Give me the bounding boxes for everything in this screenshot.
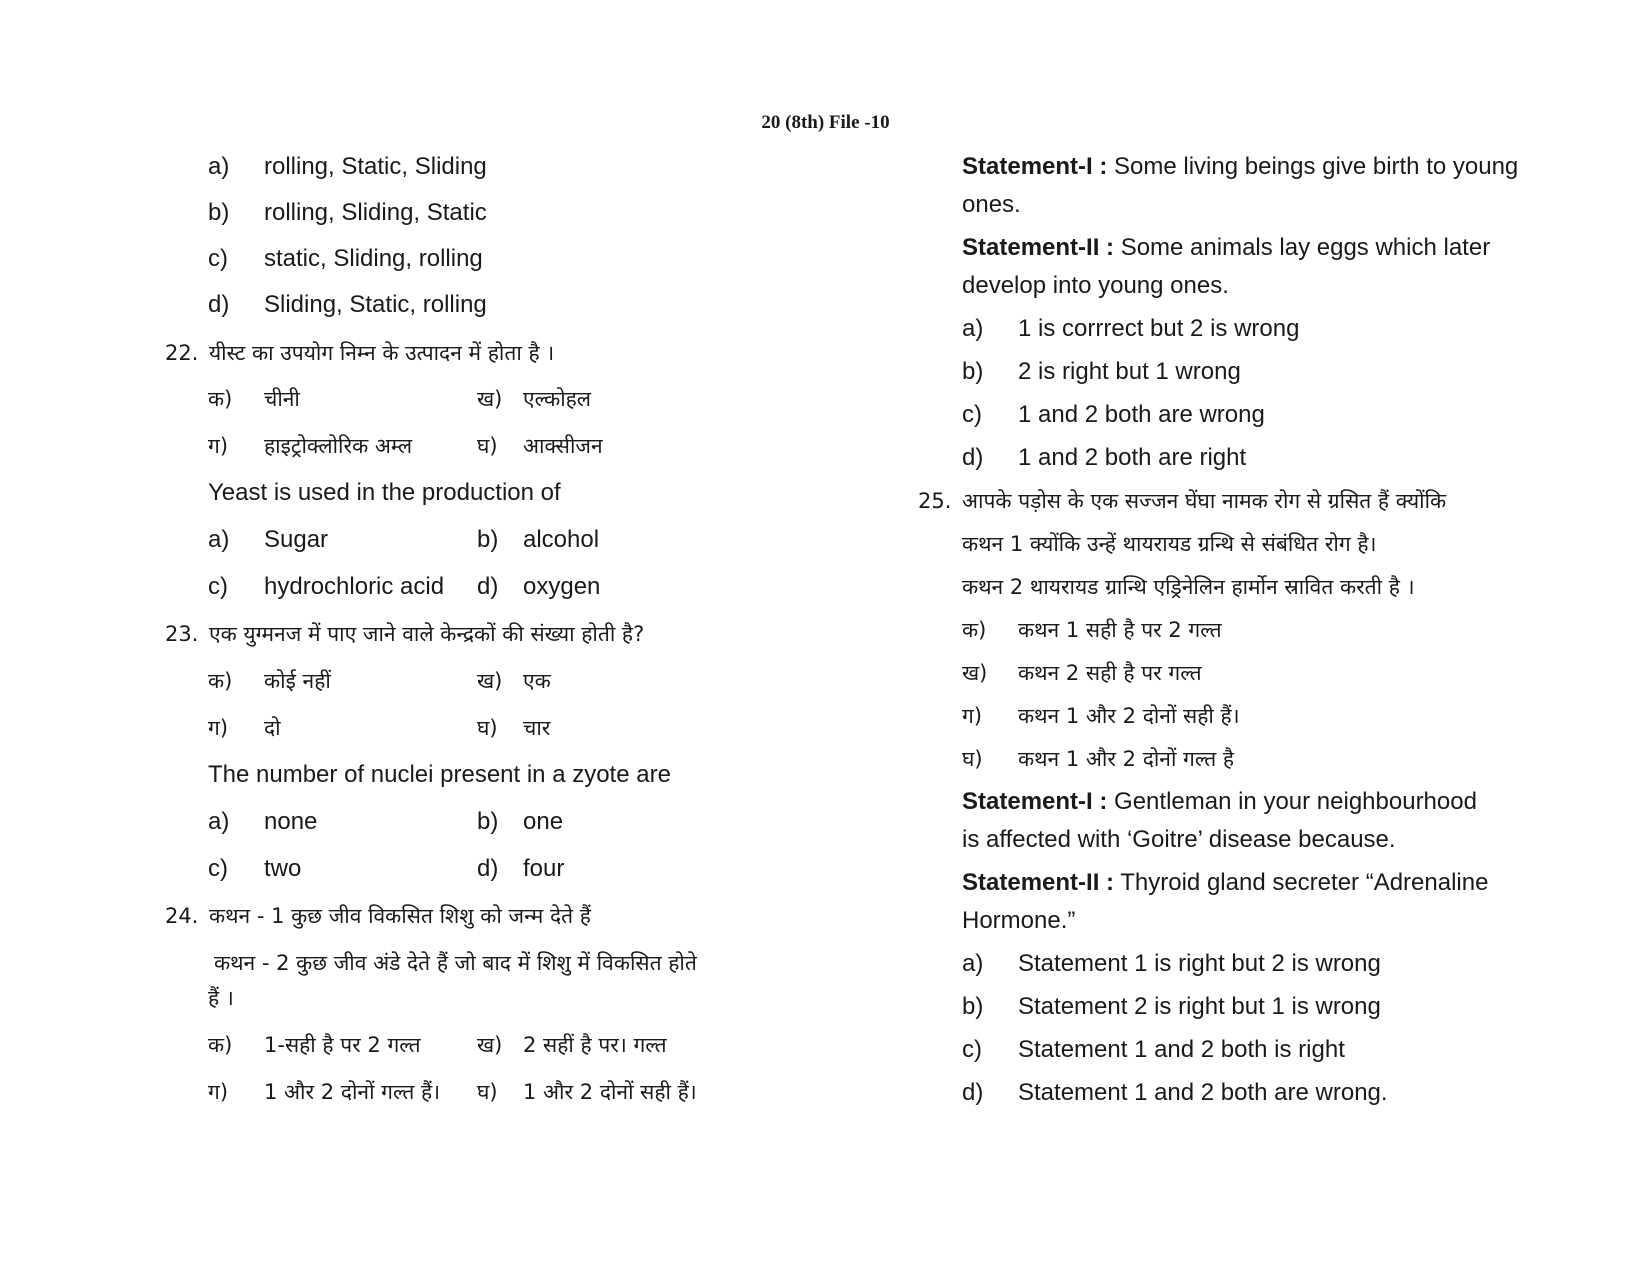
q21-option-d: d) Sliding, Static, rolling <box>208 291 487 318</box>
q25-option-b: b) Statement 2 is right but 1 is wrong <box>962 993 1381 1020</box>
q25-hindi-option-ga: ग) कथन 1 और 2 दोनों सही हैं। <box>962 704 1240 728</box>
q22-option-d: d) oxygen <box>477 573 601 600</box>
q25-option-a: a) Statement 1 is right but 2 is wrong <box>962 950 1381 977</box>
q23-hindi-option-kha: ख) एक <box>477 669 551 693</box>
q24-hindi-option-kha: ख) 2 सहीं है पर। गल्त <box>477 1033 667 1057</box>
q24-option-a: a) 1 is corrrect but 2 is wrong <box>962 315 1300 342</box>
q22-hindi-option-gha: घ) आक्सीजन <box>477 434 603 458</box>
q24-hindi-statement-2: कथन - 2 कुछ जीव अंडे देते हैं जो बाद में शिशु में विकसित होते <box>214 951 697 975</box>
q25-hindi-question: 25. आपके पड़ोस के एक सज्जन घेंघा नामक रोग से ग्रसित हैं क्योंकि <box>918 489 1447 513</box>
q25-hindi-statement-2: कथन 2 थायरायड ग्रान्थि एड्रिनेलिन हार्मोन स्रावित करती है । <box>962 575 1415 599</box>
q24-hindi-option-ka: क) 1-सही है पर 2 गल्त <box>208 1033 421 1057</box>
q24-hindi-option-gha: घ) 1 और 2 दोनों सही हैं। <box>477 1080 697 1104</box>
page-header: 20 (8th) File -10 <box>761 112 890 133</box>
q22-hindi-option-ga: ग) हाइट्रोक्लोरिक अम्ल <box>208 434 413 458</box>
q21-option-c: c) static, Sliding, rolling <box>208 245 483 272</box>
q24-hindi-statement-1: 24. कथन - 1 कुछ जीव विकसित शिशु को जन्म देते हैं <box>165 904 591 928</box>
q22-option-a: a) Sugar <box>208 526 329 553</box>
q24-option-c: c) 1 and 2 both are wrong <box>962 401 1265 428</box>
q24-option-d: d) 1 and 2 both are right <box>962 444 1247 471</box>
q25-statement-2: Statement-II : Thyroid gland secreter “Adrenaline <box>962 869 1489 896</box>
q21-option-a: a) rolling, Static, Sliding <box>208 153 487 180</box>
q24-hindi-statement-2-cont: हैं । <box>208 986 234 1010</box>
q22-hindi-option-kha: ख) एल्कोहल <box>477 387 592 411</box>
q25-statement-1-cont: is affected with ‘Goitre’ disease because. <box>962 826 1396 853</box>
q24-option-b: b) 2 is right but 1 wrong <box>962 358 1241 385</box>
q25-statement-2-cont: Hormone.” <box>962 907 1076 934</box>
q25-hindi-statement-1: कथन 1 क्योंकि उन्हें थायरायड ग्रन्थि से संबंधित रोग है। <box>962 532 1377 556</box>
q25-option-d: d) Statement 1 and 2 both are wrong. <box>962 1079 1388 1106</box>
q23-hindi-option-ka: क) कोई नहीं <box>208 669 331 693</box>
q23-option-b: b) one <box>477 808 564 835</box>
q22-hindi-option-ka: क) चीनी <box>208 387 300 411</box>
q22-option-c: c) hydrochloric acid <box>208 573 445 600</box>
q24-hindi-option-ga: ग) 1 और 2 दोनों गल्त हैं। <box>208 1080 441 1104</box>
q24-statement-2-cont: develop into young ones. <box>962 272 1229 299</box>
q23-hindi-option-gha: घ) चार <box>477 716 551 740</box>
q22-english-question: Yeast is used in the production of <box>208 479 561 506</box>
q21-option-b: b) rolling, Sliding, Static <box>208 199 487 226</box>
q23-option-c: c) two <box>208 855 302 882</box>
q25-hindi-option-kha: ख) कथन 2 सही है पर गल्त <box>962 661 1202 685</box>
q25-option-c: c) Statement 1 and 2 both is right <box>962 1036 1345 1063</box>
q25-statement-1: Statement-I : Gentleman in your neighbourhood <box>962 788 1477 815</box>
q24-statement-2: Statement-II : Some animals lay eggs which later <box>962 234 1491 261</box>
q23-option-a: a) none <box>208 808 318 835</box>
q23-hindi-question: 23. एक युग्मनज में पाए जाने वाले केन्द्रकों की संख्या होती है? <box>165 622 645 646</box>
q23-hindi-option-ga: ग) दो <box>208 716 281 740</box>
q22-hindi-question: 22. यीस्ट का उपयोग निम्न के उत्पादन में होता है । <box>165 341 555 365</box>
q25-hindi-option-ka: क) कथन 1 सही है पर 2 गल्त <box>962 618 1222 642</box>
q23-option-d: d) four <box>477 855 565 882</box>
q24-statement-1: Statement-I : Some living beings give birth to young <box>962 153 1519 180</box>
q24-statement-1-cont: ones. <box>962 191 1021 218</box>
q25-hindi-option-gha: घ) कथन 1 और 2 दोनों गल्त है <box>962 747 1235 771</box>
q23-english-question: The number of nuclei present in a zyote are <box>208 761 671 788</box>
q22-option-b: b) alcohol <box>477 526 600 553</box>
